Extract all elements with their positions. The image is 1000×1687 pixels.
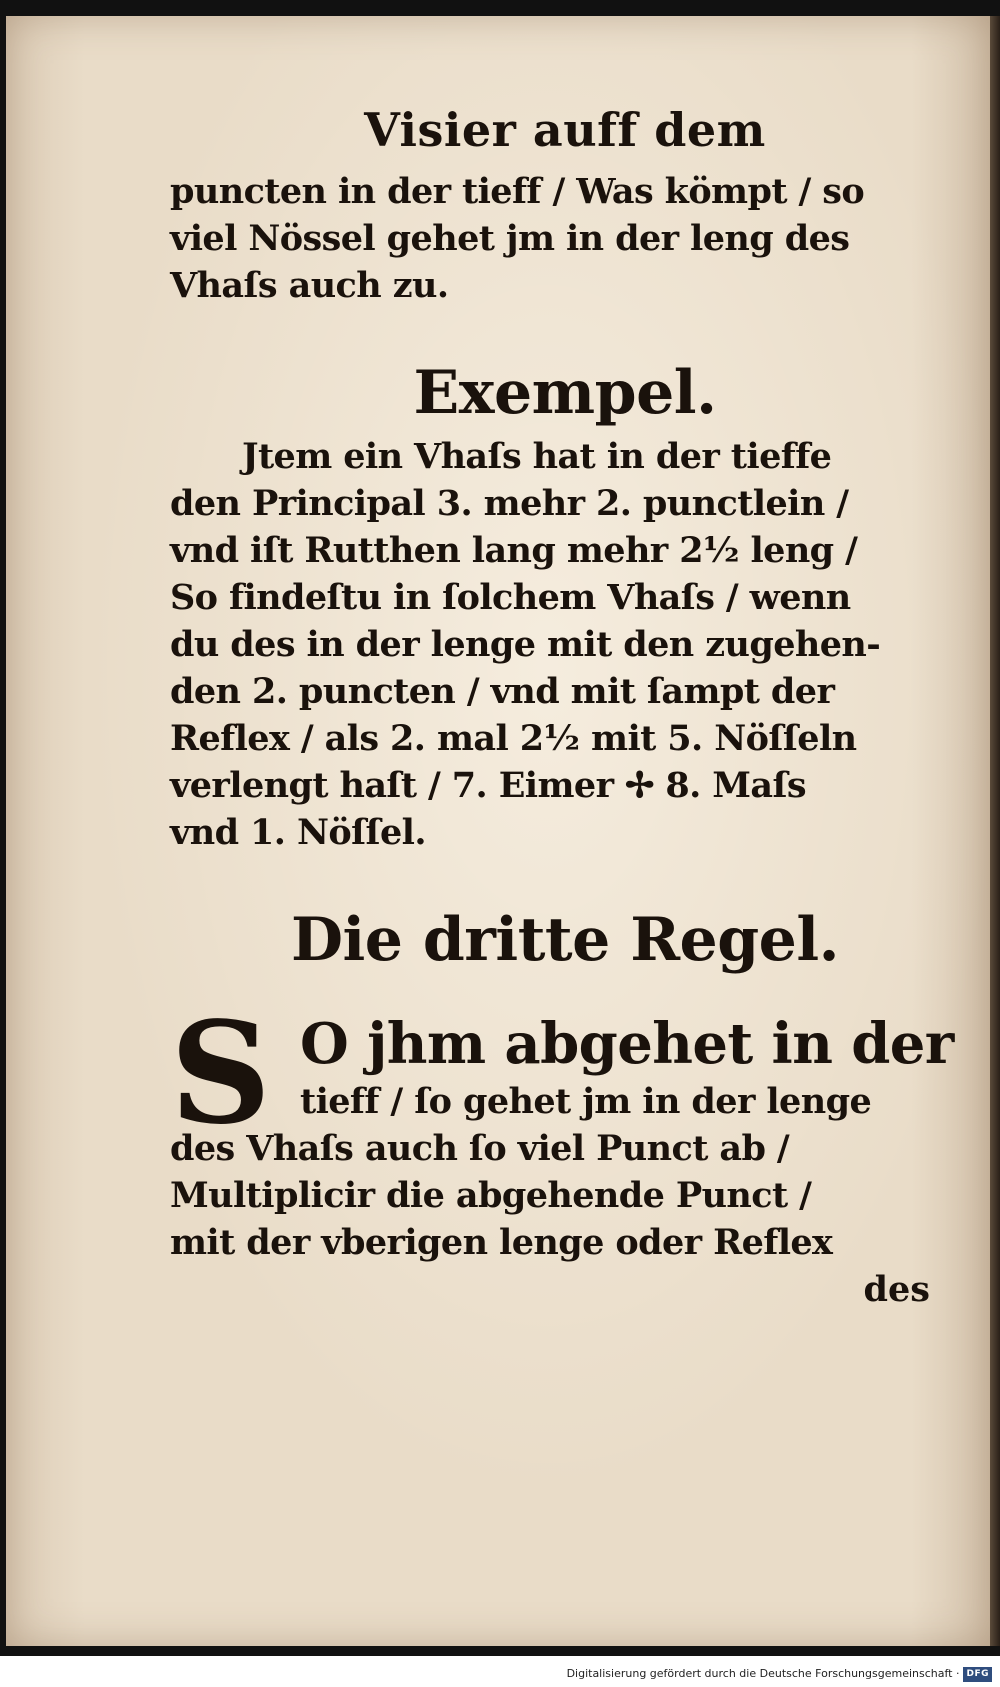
text-line: Jtem ein Vhaſs hat in der tieffe <box>242 436 832 477</box>
catchword: des <box>863 1269 930 1310</box>
drop-cap-initial: S <box>170 992 272 1156</box>
book-spine <box>990 16 1000 1646</box>
text-line: tieff / ſo gehet jm in der lenge <box>300 1081 872 1122</box>
running-headline: Visier auff dem <box>364 103 766 157</box>
text-line: mit der vberigen lenge oder Reflex <box>170 1222 833 1263</box>
text-line: des Vhaſs auch ſo viel Punct ab / <box>170 1128 790 1169</box>
dfg-logo: DFG <box>963 1667 992 1682</box>
rule-paragraph <box>170 992 960 1313</box>
text-line: So findeſtu in ſolchem Vhaſs / wenn <box>170 577 851 618</box>
funding-credit: Digitalisierung gefördert durch die Deutsche Forschungsgemeinschaft · <box>566 1667 960 1680</box>
text-line: Multiplicir die abgehende Punct / <box>170 1175 812 1216</box>
page-text <box>170 100 960 1313</box>
text-line: den 2. puncten / vnd mit ſampt der <box>170 671 835 712</box>
text-line: vnd 1. Nöſſel. <box>170 812 426 853</box>
digitization-footer <box>567 1664 992 1684</box>
text-line: Reflex / als 2. mal 2½ mit 5. Nöſſeln <box>170 718 857 759</box>
text-line: vnd iſt Rutthen lang mehr 2½ leng / <box>170 530 858 571</box>
text-line: du des in der lenge mit den zugehen- <box>170 624 881 665</box>
text-line: verlengt haſt / 7. Eimer ✢ 8. Maſs <box>170 765 807 806</box>
text-line: puncten in der tieff / Was kömpt / so <box>170 171 865 212</box>
rule-heading: Die dritte Regel. <box>290 905 840 975</box>
text-line: Vhaſs auch zu. <box>170 265 449 306</box>
text-line: O jhm abgehet in der <box>300 1011 954 1077</box>
text-line: den Principal 3. mehr 2. punctlein / <box>170 483 849 524</box>
text-line: viel Nössel gehet jm in der leng des <box>170 218 850 259</box>
example-heading: Exempel. <box>413 358 717 428</box>
